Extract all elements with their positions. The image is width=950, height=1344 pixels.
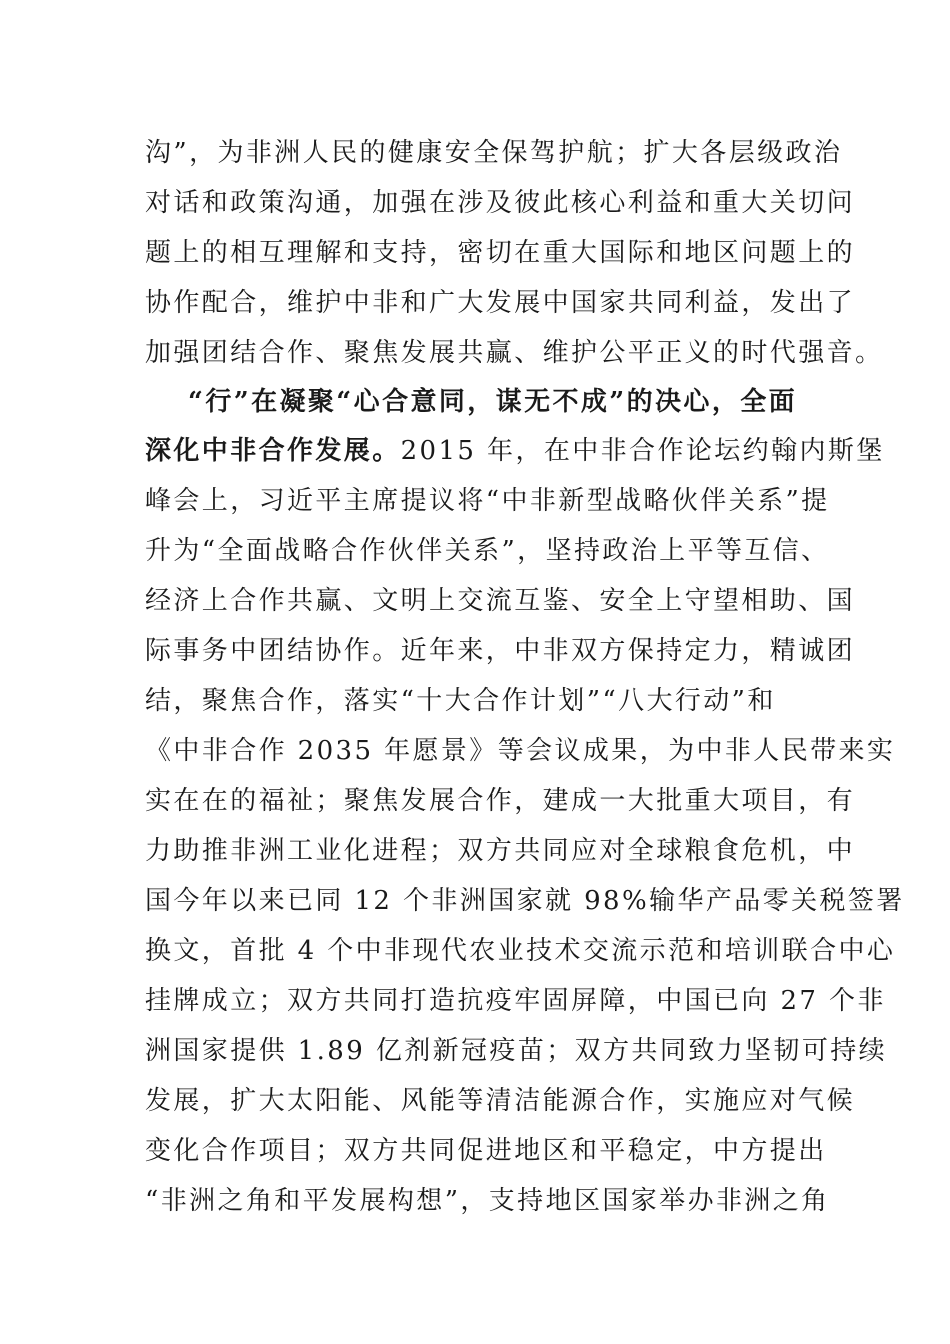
text-line: 实在在的福祉；聚焦发展合作，建成一大批重大项目，有 bbox=[145, 786, 856, 816]
text-line: 升为“全面战略合作伙伴关系”，坚持政治上平等互信、 bbox=[145, 536, 830, 566]
text-line: 沟”，为非洲人民的健康安全保驾护航；扩大各层级政治 bbox=[145, 138, 843, 168]
text-line: 际事务中团结协作。近年来，中非双方保持定力，精诚团 bbox=[145, 636, 856, 666]
text-line: 挂牌成立；双方共同打造抗疫牢固屏障，中国已向 27 个非 bbox=[145, 986, 886, 1016]
text-line: 发展，扩大太阳能、风能等清洁能源合作，实施应对气候 bbox=[145, 1086, 856, 1116]
text-line bbox=[145, 434, 885, 468]
text-line: “非洲之角和平发展构想”，支持地区国家举办非洲之角 bbox=[145, 1186, 830, 1216]
text-line: 经济上合作共赢、文明上交流互鉴、安全上守望相助、国 bbox=[145, 586, 856, 616]
text-line: 变化合作项目；双方共同促进地区和平稳定，中方提出 bbox=[145, 1136, 827, 1166]
text-line: 换文，首批 4 个中非现代农业技术交流示范和培训联合中心 bbox=[145, 936, 896, 966]
text-line: 洲国家提供 1.89 亿剂新冠疫苗；双方共同致力坚韧可持续 bbox=[145, 1036, 888, 1066]
text-span: 2015 年，在中非合作论坛约翰内斯堡 bbox=[400, 436, 885, 466]
text-line: 结，聚焦合作，落实“十大合作计划”“八大行动”和 bbox=[145, 686, 776, 716]
text-line: 峰会上，习近平主席提议将“中非新型战略伙伴关系”提 bbox=[145, 486, 830, 516]
text-line: 协作配合，维护中非和广大发展中国家共同利益，发出了 bbox=[145, 288, 856, 318]
text-line: 对话和政策沟通，加强在涉及彼此核心利益和重大关切问 bbox=[145, 188, 856, 218]
text-line: 《中非合作 2035 年愿景》等会议成果，为中非人民带来实 bbox=[145, 736, 896, 766]
section-heading: “行”在凝聚“心合意同，谋无不成”的决心，全面 bbox=[188, 387, 798, 417]
text-line: 力助推非洲工业化进程；双方共同应对全球粮食危机，中 bbox=[145, 836, 856, 866]
section-heading-end: 深化中非合作发展。 bbox=[145, 436, 401, 466]
text-line: 题上的相互理解和支持，密切在重大国际和地区问题上的 bbox=[145, 238, 856, 268]
text-line: 加强团结合作、聚焦发展共赢、维护公平正义的时代强音。 bbox=[145, 338, 884, 368]
text-line: 国今年以来已同 12 个非洲国家就 98%输华产品零关税签署 bbox=[145, 886, 905, 916]
